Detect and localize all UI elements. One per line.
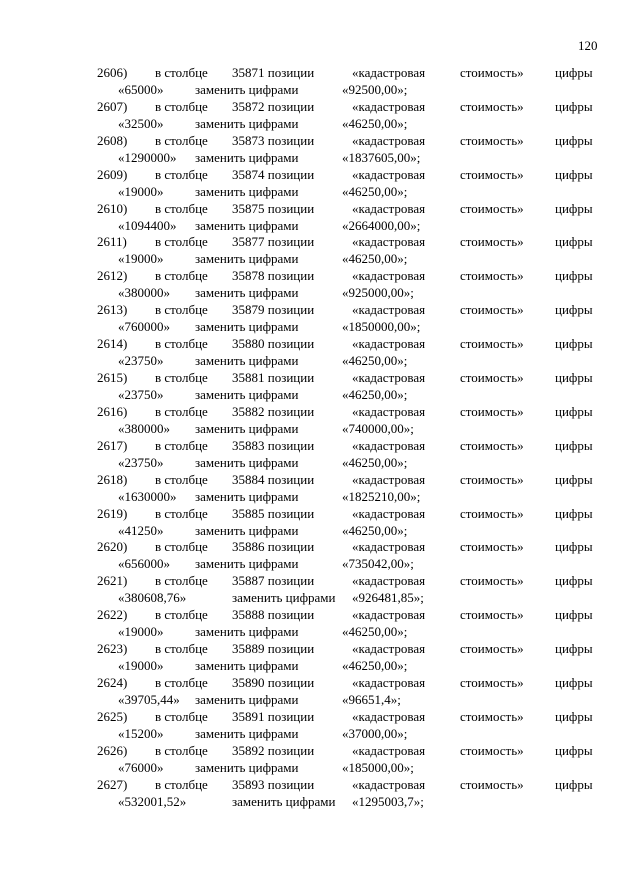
value-label: стоимость» [460, 65, 524, 80]
column-label: в столбце [155, 234, 208, 250]
digits-label: цифры [555, 437, 593, 453]
digits-label: цифры [555, 607, 593, 623]
cadastral-label: «кадастровая [352, 471, 426, 487]
digits-label: цифры [555, 641, 593, 657]
cadastral-label: «кадастровая [352, 302, 426, 318]
column-label: в столбце [155, 200, 208, 216]
item-number: 2612) [97, 268, 128, 284]
column-label: в столбце [155, 336, 208, 352]
replace-action: заменить цифрами [232, 590, 336, 606]
cadastral-label: «кадастровая [352, 776, 426, 792]
column-label: в столбце [155, 471, 208, 487]
value-label: стоимость» [460, 675, 524, 691]
new-value: «46250,00»; [342, 183, 408, 199]
new-value: «46250,00»; [342, 387, 408, 403]
item-number: 2609) [97, 166, 128, 182]
new-value: «1837605,00»; [342, 149, 421, 165]
position-label: 35879 позиции [232, 302, 315, 318]
cadastral-label: «кадастровая [352, 370, 426, 386]
replace-action: заменить цифрами [195, 624, 299, 640]
cadastral-label: «кадастровая [352, 166, 426, 182]
amendment-item [0, 572, 640, 606]
replace-action: заменить цифрами [195, 387, 299, 403]
cadastral-label: «кадастровая [352, 336, 426, 352]
position-label: 35893 позиции [232, 776, 315, 792]
new-value: «46250,00»; [342, 454, 408, 470]
new-value: «92500,00»; [342, 82, 408, 97]
amendment-item [0, 200, 640, 234]
amendment-item [0, 335, 640, 369]
old-value: «380000» [118, 420, 170, 436]
cadastral-label: «кадастровая [352, 708, 426, 724]
position-label: 35875 позиции [232, 200, 315, 216]
value-label: стоимость» [460, 607, 524, 623]
new-value: «740000,00»; [342, 420, 414, 436]
cadastral-label: «кадастровая [352, 607, 426, 623]
page-number: 120 [578, 38, 598, 53]
amendment-item [0, 132, 640, 166]
amendment-item [0, 403, 640, 437]
new-value: «46250,00»; [342, 251, 408, 267]
column-label: в столбце [155, 268, 208, 284]
amendment-item [0, 471, 640, 505]
column-label: в столбце [155, 776, 208, 792]
replace-action: заменить цифрами [195, 319, 299, 335]
digits-label: цифры [555, 539, 593, 555]
value-label: стоимость» [460, 437, 524, 453]
amendment-item [0, 98, 640, 132]
old-value: «380000» [118, 285, 170, 301]
digits-label: цифры [555, 98, 593, 114]
value-label: стоимость» [460, 403, 524, 419]
column-label: в столбце [155, 302, 208, 318]
replace-action: заменить цифрами [195, 82, 299, 97]
amendment-item [0, 640, 640, 674]
value-label: стоимость» [460, 641, 524, 657]
column-label: в столбце [155, 607, 208, 623]
replace-action: заменить цифрами [195, 149, 299, 165]
replace-action: заменить цифрами [195, 183, 299, 199]
item-number: 2610) [97, 200, 128, 216]
new-value: «96651,4»; [342, 692, 401, 708]
position-label: 35892 позиции [232, 742, 315, 758]
item-number: 2607) [97, 98, 128, 114]
position-label: 35880 позиции [232, 336, 315, 352]
column-label: в столбце [155, 539, 208, 555]
position-label: 35888 позиции [232, 607, 315, 623]
item-number: 2614) [97, 336, 128, 352]
new-value: «46250,00»; [342, 522, 408, 538]
digits-label: цифры [555, 776, 593, 792]
position-label: 35890 позиции [232, 675, 315, 691]
column-label: в столбце [155, 166, 208, 182]
item-number: 2625) [97, 708, 128, 724]
digits-label: цифры [555, 200, 593, 216]
column-label: в столбце [155, 132, 208, 148]
amendment-item [0, 64, 640, 98]
cadastral-label: «кадастровая [352, 573, 426, 589]
new-value: «925000,00»; [342, 285, 414, 301]
position-label: 35881 позиции [232, 370, 315, 386]
new-value: «46250,00»; [342, 353, 408, 369]
item-number: 2621) [97, 573, 128, 589]
new-value: «46250,00»; [342, 115, 408, 131]
amendment-item [0, 166, 640, 200]
digits-label: цифры [555, 573, 593, 589]
item-number: 2617) [97, 437, 128, 453]
position-label: 35886 позиции [232, 539, 315, 555]
digits-label: цифры [555, 132, 593, 148]
amendment-item [0, 708, 640, 742]
old-value: «1094400» [118, 217, 177, 233]
replace-action: заменить цифрами [195, 353, 299, 369]
item-number: 2615) [97, 370, 128, 386]
new-value: «1825210,00»; [342, 488, 421, 504]
old-value: «19000» [118, 624, 164, 640]
replace-action: заменить цифрами [195, 115, 299, 131]
value-label: стоимость» [460, 268, 524, 284]
item-number: 2624) [97, 675, 128, 691]
amendment-item [0, 674, 640, 708]
column-label: в столбце [155, 370, 208, 386]
cadastral-label: «кадастровая [352, 403, 426, 419]
position-label: 35882 позиции [232, 403, 315, 419]
cadastral-label: «кадастровая [352, 234, 426, 250]
item-number: 2611) [97, 234, 127, 250]
replace-action: заменить цифрами [195, 488, 299, 504]
value-label: стоимость» [460, 539, 524, 555]
old-value: «1290000» [118, 149, 177, 165]
value-label: стоимость» [460, 98, 524, 114]
replace-action: заменить цифрами [195, 658, 299, 674]
column-label: в столбце [155, 437, 208, 453]
old-value: «32500» [118, 115, 164, 131]
new-value: «37000,00»; [342, 725, 408, 741]
old-value: «1630000» [118, 488, 177, 504]
old-value: «656000» [118, 556, 170, 572]
replace-action: заменить цифрами [195, 556, 299, 572]
amendment-item [0, 538, 640, 572]
position-label: 35887 позиции [232, 573, 315, 589]
position-label: 35872 позиции [232, 98, 315, 114]
digits-label: цифры [555, 505, 593, 521]
replace-action: заменить цифрами [195, 420, 299, 436]
value-label: стоимость» [460, 505, 524, 521]
amendment-item [0, 606, 640, 640]
new-value: «1850000,00»; [342, 319, 421, 335]
item-number: 2620) [97, 539, 128, 555]
digits-label: цифры [555, 268, 593, 284]
position-label: 35889 позиции [232, 641, 315, 657]
replace-action: заменить цифрами [195, 759, 299, 775]
amendment-item [0, 369, 640, 403]
item-number: 2616) [97, 403, 128, 419]
item-number: 2606) [97, 65, 128, 80]
cadastral-label: «кадастровая [352, 742, 426, 758]
item-number: 2627) [97, 776, 128, 792]
digits-label: цифры [555, 336, 593, 352]
position-label: 35878 позиции [232, 268, 315, 284]
position-label: 35883 позиции [232, 437, 315, 453]
column-label: в столбце [155, 65, 208, 80]
value-label: стоимость» [460, 166, 524, 182]
old-value: «65000» [118, 82, 164, 97]
new-value: «46250,00»; [342, 658, 408, 674]
value-label: стоимость» [460, 742, 524, 758]
old-value: «19000» [118, 183, 164, 199]
position-label: 35871 позиции [232, 65, 315, 80]
new-value: «1295003,7»; [352, 793, 424, 809]
column-label: в столбце [155, 98, 208, 114]
old-value: «23750» [118, 353, 164, 369]
old-value: «19000» [118, 251, 164, 267]
digits-label: цифры [555, 742, 593, 758]
new-value: «46250,00»; [342, 624, 408, 640]
amendment-item [0, 776, 640, 810]
amendment-item [0, 233, 640, 267]
replace-action: заменить цифрами [195, 522, 299, 538]
item-number: 2623) [97, 641, 128, 657]
column-label: в столбце [155, 742, 208, 758]
digits-label: цифры [555, 471, 593, 487]
cadastral-label: «кадастровая [352, 200, 426, 216]
position-label: 35873 позиции [232, 132, 315, 148]
cadastral-label: «кадастровая [352, 65, 426, 80]
position-label: 35884 позиции [232, 471, 315, 487]
old-value: «76000» [118, 759, 164, 775]
position-label: 35885 позиции [232, 505, 315, 521]
item-number: 2619) [97, 505, 128, 521]
cadastral-label: «кадастровая [352, 437, 426, 453]
value-label: стоимость» [460, 471, 524, 487]
amendment-item [0, 301, 640, 335]
old-value: «532001,52» [118, 793, 187, 809]
position-label: 35891 позиции [232, 708, 315, 724]
replace-action: заменить цифрами [195, 285, 299, 301]
item-number: 2618) [97, 471, 128, 487]
value-label: стоимость» [460, 302, 524, 318]
digits-label: цифры [555, 302, 593, 318]
old-value: «760000» [118, 319, 170, 335]
value-label: стоимость» [460, 234, 524, 250]
amendment-item [0, 505, 640, 539]
item-number: 2626) [97, 742, 128, 758]
item-number: 2608) [97, 132, 128, 148]
old-value: «41250» [118, 522, 164, 538]
cadastral-label: «кадастровая [352, 539, 426, 555]
digits-label: цифры [555, 675, 593, 691]
old-value: «39705,44» [118, 692, 180, 708]
digits-label: цифры [555, 65, 593, 80]
digits-label: цифры [555, 403, 593, 419]
old-value: «19000» [118, 658, 164, 674]
replace-action: заменить цифрами [195, 251, 299, 267]
replace-action: заменить цифрами [195, 454, 299, 470]
old-value: «380608,76» [118, 590, 187, 606]
cadastral-label: «кадастровая [352, 268, 426, 284]
digits-label: цифры [555, 166, 593, 182]
replace-action: заменить цифрами [232, 793, 336, 809]
old-value: «23750» [118, 387, 164, 403]
column-label: в столбце [155, 403, 208, 419]
value-label: стоимость» [460, 708, 524, 724]
cadastral-label: «кадастровая [352, 641, 426, 657]
cadastral-label: «кадастровая [352, 98, 426, 114]
amendment-item [0, 742, 640, 776]
new-value: «2664000,00»; [342, 217, 421, 233]
cadastral-label: «кадастровая [352, 505, 426, 521]
value-label: стоимость» [460, 370, 524, 386]
value-label: стоимость» [460, 573, 524, 589]
item-number: 2613) [97, 302, 128, 318]
amendment-item [0, 437, 640, 471]
value-label: стоимость» [460, 132, 524, 148]
value-label: стоимость» [460, 200, 524, 216]
position-label: 35874 позиции [232, 166, 315, 182]
position-label: 35877 позиции [232, 234, 315, 250]
digits-label: цифры [555, 370, 593, 386]
new-value: «735042,00»; [342, 556, 414, 572]
column-label: в столбце [155, 708, 208, 724]
cadastral-label: «кадастровая [352, 132, 426, 148]
old-value: «15200» [118, 725, 164, 741]
column-label: в столбце [155, 573, 208, 589]
cadastral-label: «кадастровая [352, 675, 426, 691]
replace-action: заменить цифрами [195, 692, 299, 708]
amendment-list [0, 64, 640, 810]
column-label: в столбце [155, 641, 208, 657]
digits-label: цифры [555, 234, 593, 250]
new-value: «926481,85»; [352, 590, 424, 606]
value-label: стоимость» [460, 776, 524, 792]
digits-label: цифры [555, 708, 593, 724]
new-value: «185000,00»; [342, 759, 414, 775]
value-label: стоимость» [460, 336, 524, 352]
column-label: в столбце [155, 675, 208, 691]
column-label: в столбце [155, 505, 208, 521]
amendment-item [0, 267, 640, 301]
old-value: «23750» [118, 454, 164, 470]
item-number: 2622) [97, 607, 128, 623]
replace-action: заменить цифрами [195, 217, 299, 233]
replace-action: заменить цифрами [195, 725, 299, 741]
